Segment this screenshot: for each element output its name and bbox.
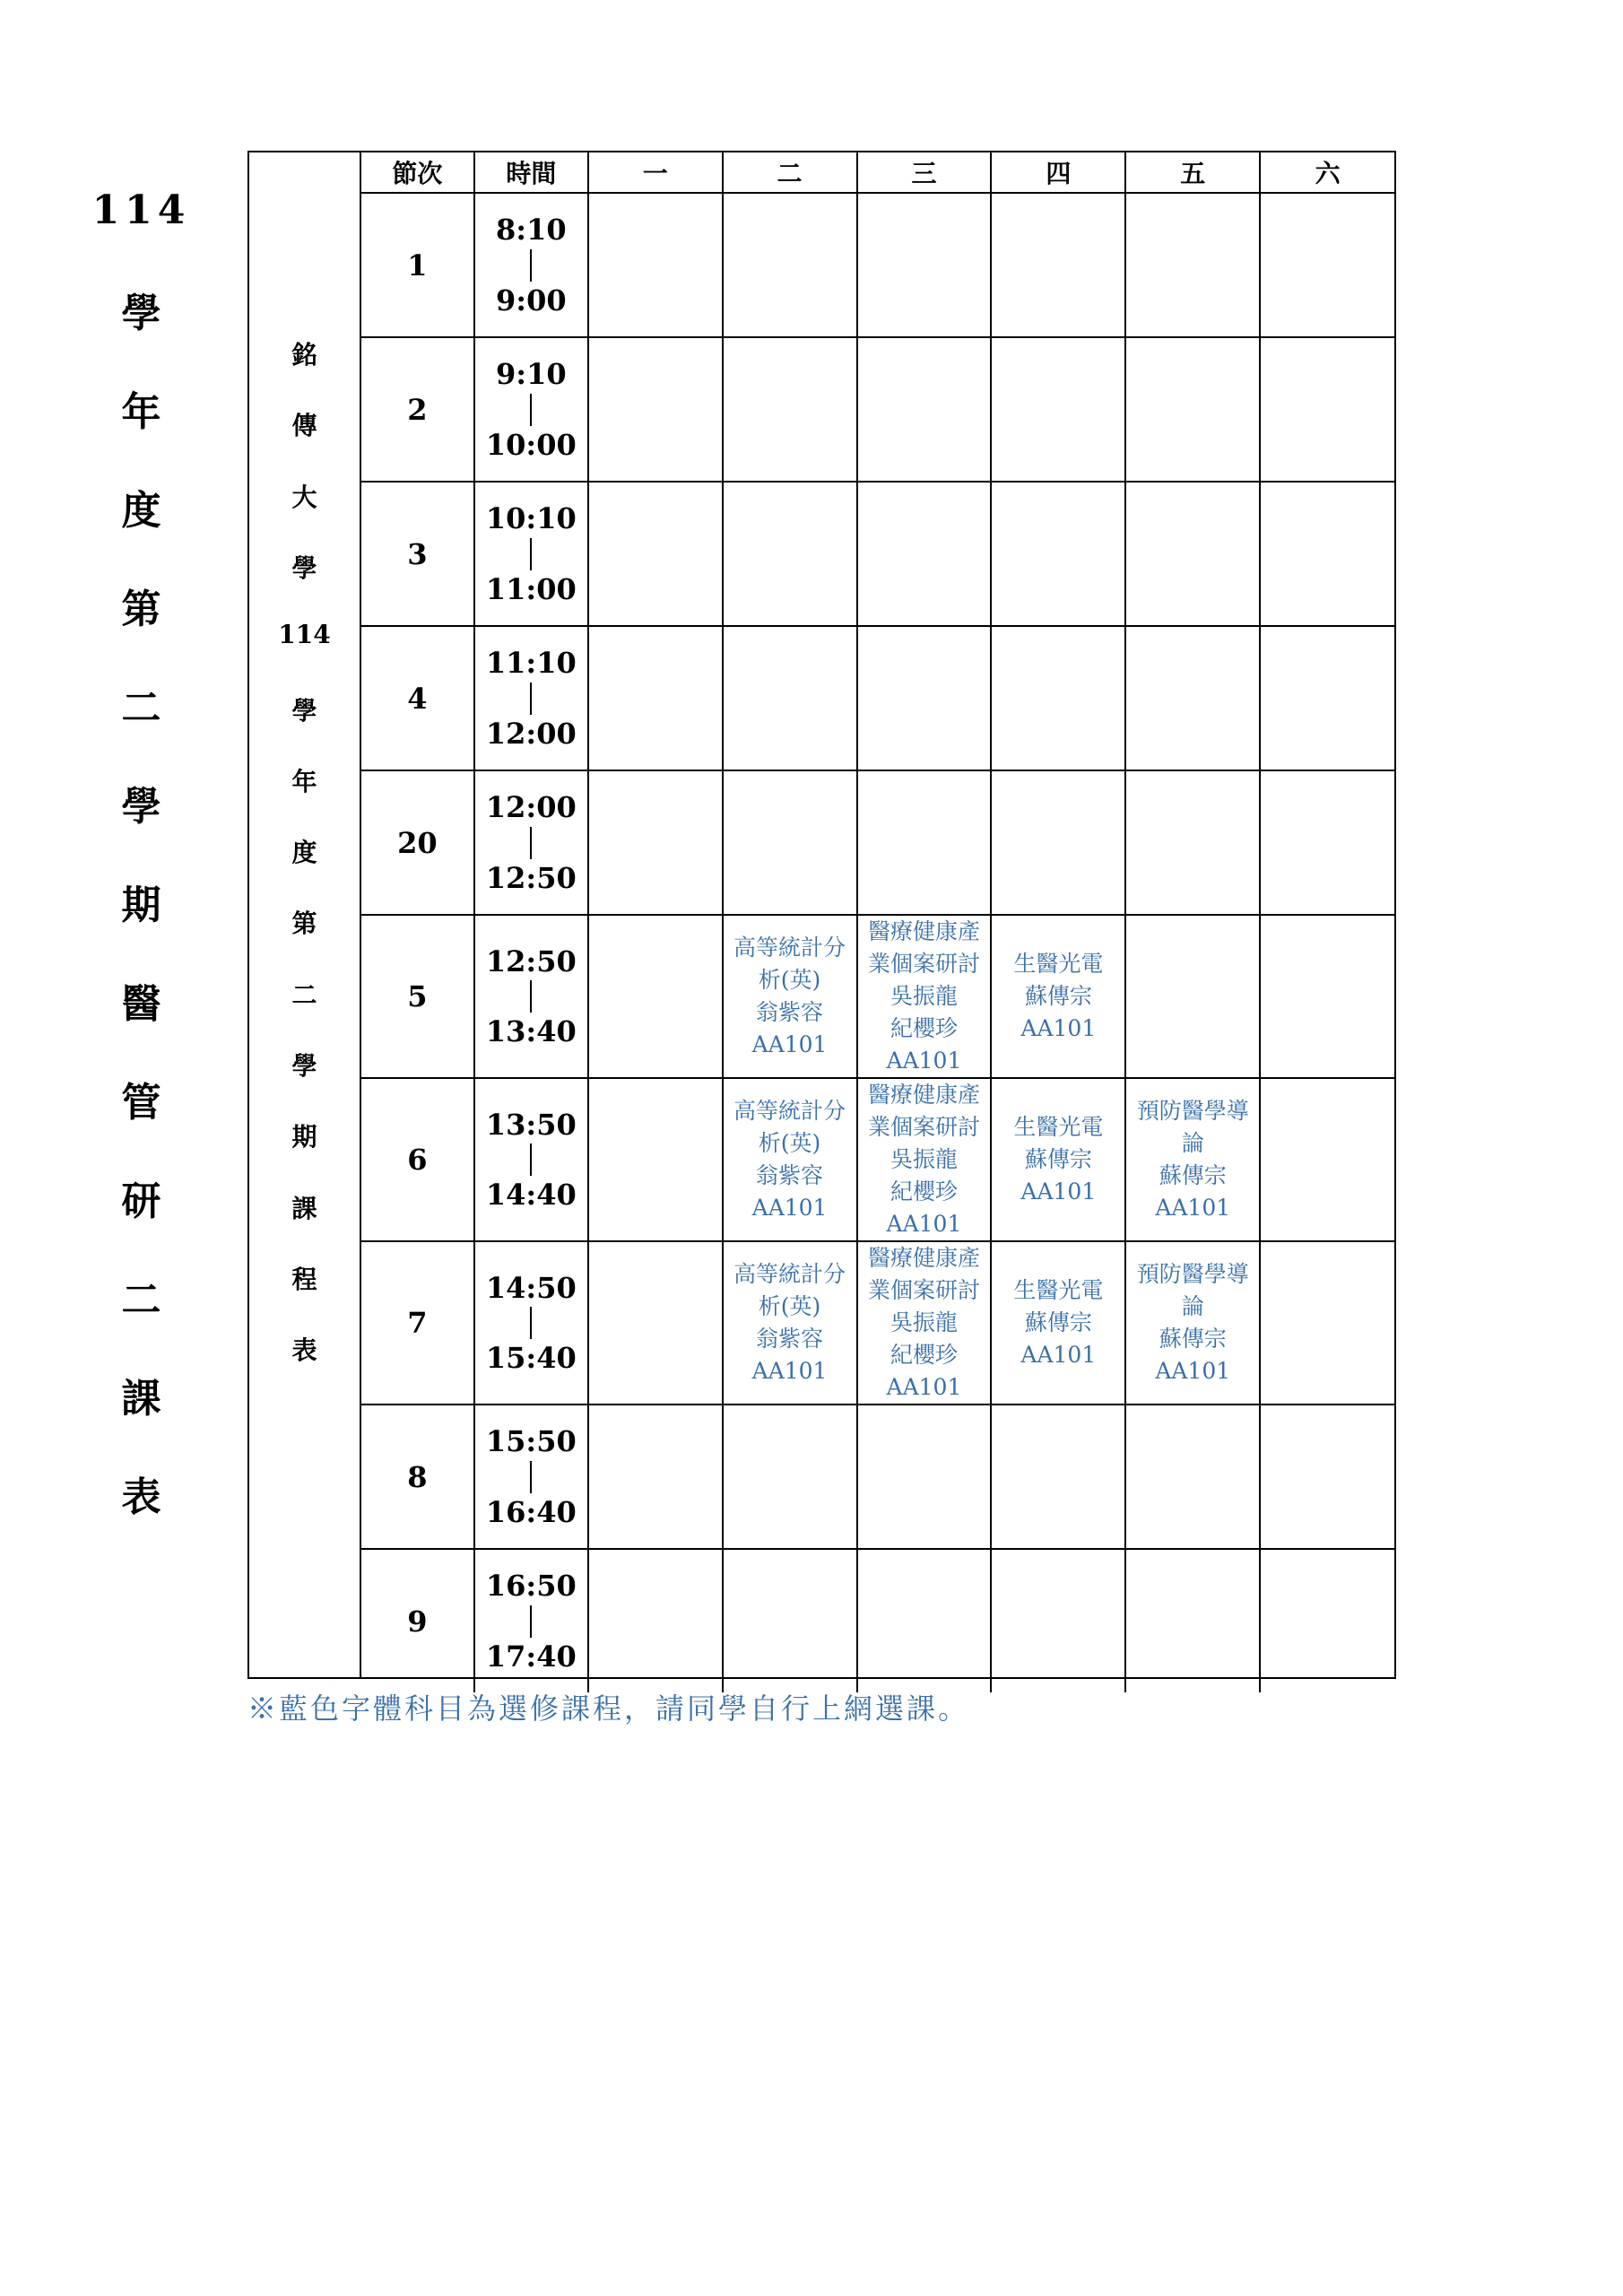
timetable-row (361, 1241, 1394, 1405)
day-cell (1260, 915, 1394, 1078)
period-cell: 6 (361, 1078, 474, 1241)
period-cell: 5 (361, 915, 474, 1078)
time-cell (474, 626, 588, 770)
day-cell (1125, 337, 1260, 482)
time-separator (530, 827, 532, 859)
time-start: 8:10 (496, 213, 567, 248)
time-separator (530, 1605, 532, 1638)
school-title-char: 學 (291, 695, 317, 726)
school-title-char: 年 (291, 766, 317, 796)
time-end: 13:40 (485, 1014, 577, 1048)
time-cell (474, 337, 588, 482)
day-cell (991, 770, 1125, 915)
time-end: 17:40 (485, 1639, 577, 1674)
header-period: 節次 (361, 152, 474, 193)
time-separator (530, 980, 532, 1013)
course-entry: 預防醫學導 論 蘇傳宗 AA101 (1136, 1098, 1249, 1221)
day-cell (1125, 915, 1260, 1078)
day-cell (857, 1078, 992, 1241)
timetable-row (361, 626, 1394, 770)
day-cell (857, 337, 992, 482)
day-cell (588, 337, 723, 482)
day-cell (723, 770, 857, 915)
header-row (361, 152, 1394, 193)
day-cell (723, 193, 857, 337)
school-title-char: 大 (291, 482, 317, 512)
course-entry: 高等統計分 析(英) 翁紫容 AA101 (733, 1261, 846, 1384)
day-cell (1125, 1405, 1260, 1549)
day-cell (588, 915, 723, 1078)
header-day: 三 (857, 152, 992, 193)
time-end: 9:00 (496, 283, 567, 317)
timetable-row (361, 1549, 1394, 1692)
day-cell (723, 1078, 857, 1241)
time-start: 12:00 (485, 790, 577, 825)
day-cell (723, 337, 857, 482)
day-cell (991, 1241, 1125, 1405)
course-entry: 高等統計分 析(英) 翁紫容 AA101 (733, 935, 846, 1057)
day-cell (588, 193, 723, 337)
school-title-char: 度 (291, 838, 317, 868)
school-title-char: 傳 (291, 411, 317, 441)
day-cell (1260, 482, 1394, 626)
day-cell (588, 482, 723, 626)
time-start: 15:50 (485, 1424, 577, 1459)
day-cell (991, 1078, 1125, 1241)
period-cell: 4 (361, 626, 474, 770)
side-title-char: 表 (121, 1474, 161, 1520)
day-cell (1260, 1405, 1394, 1549)
day-cell (857, 770, 992, 915)
time-separator (530, 394, 532, 426)
time-end: 15:40 (485, 1341, 577, 1375)
time-separator (530, 538, 532, 570)
school-title-char: 第 (291, 909, 317, 939)
time-end: 10:00 (485, 427, 577, 462)
time-end: 16:40 (485, 1494, 577, 1529)
timetable-row (361, 482, 1394, 626)
timetable-row (361, 770, 1394, 915)
school-title-char: 課 (291, 1193, 317, 1223)
day-cell (857, 915, 992, 1078)
header-day: 五 (1125, 152, 1260, 193)
time-separator (530, 249, 532, 282)
course-entry: 生醫光電 蘇傳宗 AA101 (1013, 951, 1104, 1041)
day-cell (1125, 770, 1260, 915)
day-cell (588, 770, 723, 915)
course-entry: 醫療健康產 業個案研討 吳振龍 紀櫻珍 AA101 (867, 1245, 980, 1400)
elective-note: ※藍色字體科目為選修課程，請同學自行上網選課。 (247, 1692, 970, 1726)
day-cell (588, 626, 723, 770)
side-title-char: 二 (121, 1277, 161, 1323)
time-cell (474, 1241, 588, 1405)
header-day: 一 (588, 152, 723, 193)
time-separator (530, 1144, 532, 1176)
day-cell (991, 193, 1125, 337)
page-side-title (90, 184, 193, 1565)
course-entry: 醫療健康產 業個案研討 吳振龍 紀櫻珍 AA101 (867, 918, 980, 1074)
school-title-char: 114 (278, 620, 331, 650)
time-start: 9:10 (496, 357, 567, 392)
time-start: 14:50 (485, 1270, 577, 1305)
day-cell (723, 482, 857, 626)
timetable-frame (247, 151, 1396, 1679)
day-cell (1125, 193, 1260, 337)
side-title-char: 期 (121, 883, 161, 928)
side-title-char: 度 (121, 488, 161, 534)
period-cell: 8 (361, 1405, 474, 1549)
day-cell (857, 1405, 992, 1549)
day-cell (1260, 770, 1394, 915)
course-entry: 生醫光電 蘇傳宗 AA101 (1013, 1277, 1104, 1368)
day-cell (857, 482, 992, 626)
side-title-char: 課 (121, 1376, 161, 1422)
day-cell (723, 1549, 857, 1692)
time-cell (474, 1078, 588, 1241)
time-end: 12:00 (485, 716, 577, 751)
side-title-char: 管 (121, 1080, 161, 1126)
school-vertical-title (249, 152, 361, 1677)
header-day: 四 (991, 152, 1125, 193)
day-cell (1260, 1078, 1394, 1241)
side-title-char: 醫 (121, 981, 161, 1027)
time-start: 12:50 (485, 944, 577, 978)
time-start: 11:10 (485, 646, 577, 681)
day-cell (588, 1241, 723, 1405)
day-cell (1125, 1078, 1260, 1241)
day-cell (723, 626, 857, 770)
day-cell (991, 626, 1125, 770)
time-cell (474, 915, 588, 1078)
side-title-char: 第 (121, 587, 161, 632)
day-cell (991, 482, 1125, 626)
day-cell (1260, 1241, 1394, 1405)
day-cell (857, 1241, 992, 1405)
day-cell (857, 1549, 992, 1692)
day-cell (1125, 482, 1260, 626)
school-title-char: 銘 (291, 340, 317, 370)
day-cell (588, 1549, 723, 1692)
day-cell (1260, 626, 1394, 770)
header-time: 時間 (474, 152, 588, 193)
time-cell (474, 1549, 588, 1692)
time-separator (530, 1461, 532, 1493)
day-cell (991, 337, 1125, 482)
course-entry: 高等統計分 析(英) 翁紫容 AA101 (733, 1098, 846, 1221)
time-end: 14:40 (485, 1178, 577, 1212)
day-cell (991, 1549, 1125, 1692)
day-cell (588, 1078, 723, 1241)
side-title-char: 學 (121, 784, 161, 830)
period-cell: 9 (361, 1549, 474, 1692)
time-start: 10:10 (485, 501, 577, 536)
day-cell (1125, 626, 1260, 770)
time-cell (474, 482, 588, 626)
day-cell (857, 626, 992, 770)
day-cell (1260, 337, 1394, 482)
day-cell (1125, 1241, 1260, 1405)
header-day: 二 (723, 152, 857, 193)
timetable-grid (361, 152, 1394, 1692)
day-cell (857, 193, 992, 337)
day-cell (1260, 193, 1394, 337)
day-cell (1125, 1549, 1260, 1692)
timetable-row (361, 337, 1394, 482)
time-separator (530, 1307, 532, 1339)
school-title-char: 期 (291, 1122, 317, 1152)
day-cell (723, 1405, 857, 1549)
school-title-char: 學 (291, 552, 317, 583)
timetable-row (361, 1078, 1394, 1241)
time-start: 16:50 (485, 1569, 577, 1604)
time-start: 13:50 (485, 1107, 577, 1142)
time-separator (530, 683, 532, 715)
time-cell (474, 1405, 588, 1549)
side-title-char: 二 (121, 685, 161, 731)
period-cell: 3 (361, 482, 474, 626)
course-entry: 醫療健康產 業個案研討 吳振龍 紀櫻珍 AA101 (867, 1082, 980, 1237)
time-end: 12:50 (485, 860, 577, 895)
day-cell (723, 915, 857, 1078)
timetable-row (361, 193, 1394, 337)
side-title-char: 年 (121, 389, 161, 435)
header-day: 六 (1260, 152, 1394, 193)
time-cell (474, 770, 588, 915)
course-entry: 預防醫學導 論 蘇傳宗 AA101 (1136, 1261, 1249, 1384)
school-title-char: 表 (291, 1335, 317, 1366)
side-title-year: 114 (91, 187, 191, 233)
day-cell (991, 1405, 1125, 1549)
time-cell (474, 193, 588, 337)
day-cell (723, 1241, 857, 1405)
period-cell: 20 (361, 770, 474, 915)
period-cell: 7 (361, 1241, 474, 1405)
school-title-char: 學 (291, 1051, 317, 1081)
period-cell: 2 (361, 337, 474, 482)
timetable-row (361, 915, 1394, 1078)
period-cell: 1 (361, 193, 474, 337)
timetable-row (361, 1405, 1394, 1549)
time-end: 11:00 (485, 571, 577, 606)
day-cell (991, 915, 1125, 1078)
school-title-char: 二 (291, 979, 317, 1010)
side-title-char: 學 (121, 291, 161, 336)
side-title-char: 研 (121, 1178, 161, 1224)
day-cell (1260, 1549, 1394, 1692)
course-entry: 生醫光電 蘇傳宗 AA101 (1013, 1114, 1104, 1205)
school-title-char: 程 (291, 1264, 317, 1294)
day-cell (588, 1405, 723, 1549)
